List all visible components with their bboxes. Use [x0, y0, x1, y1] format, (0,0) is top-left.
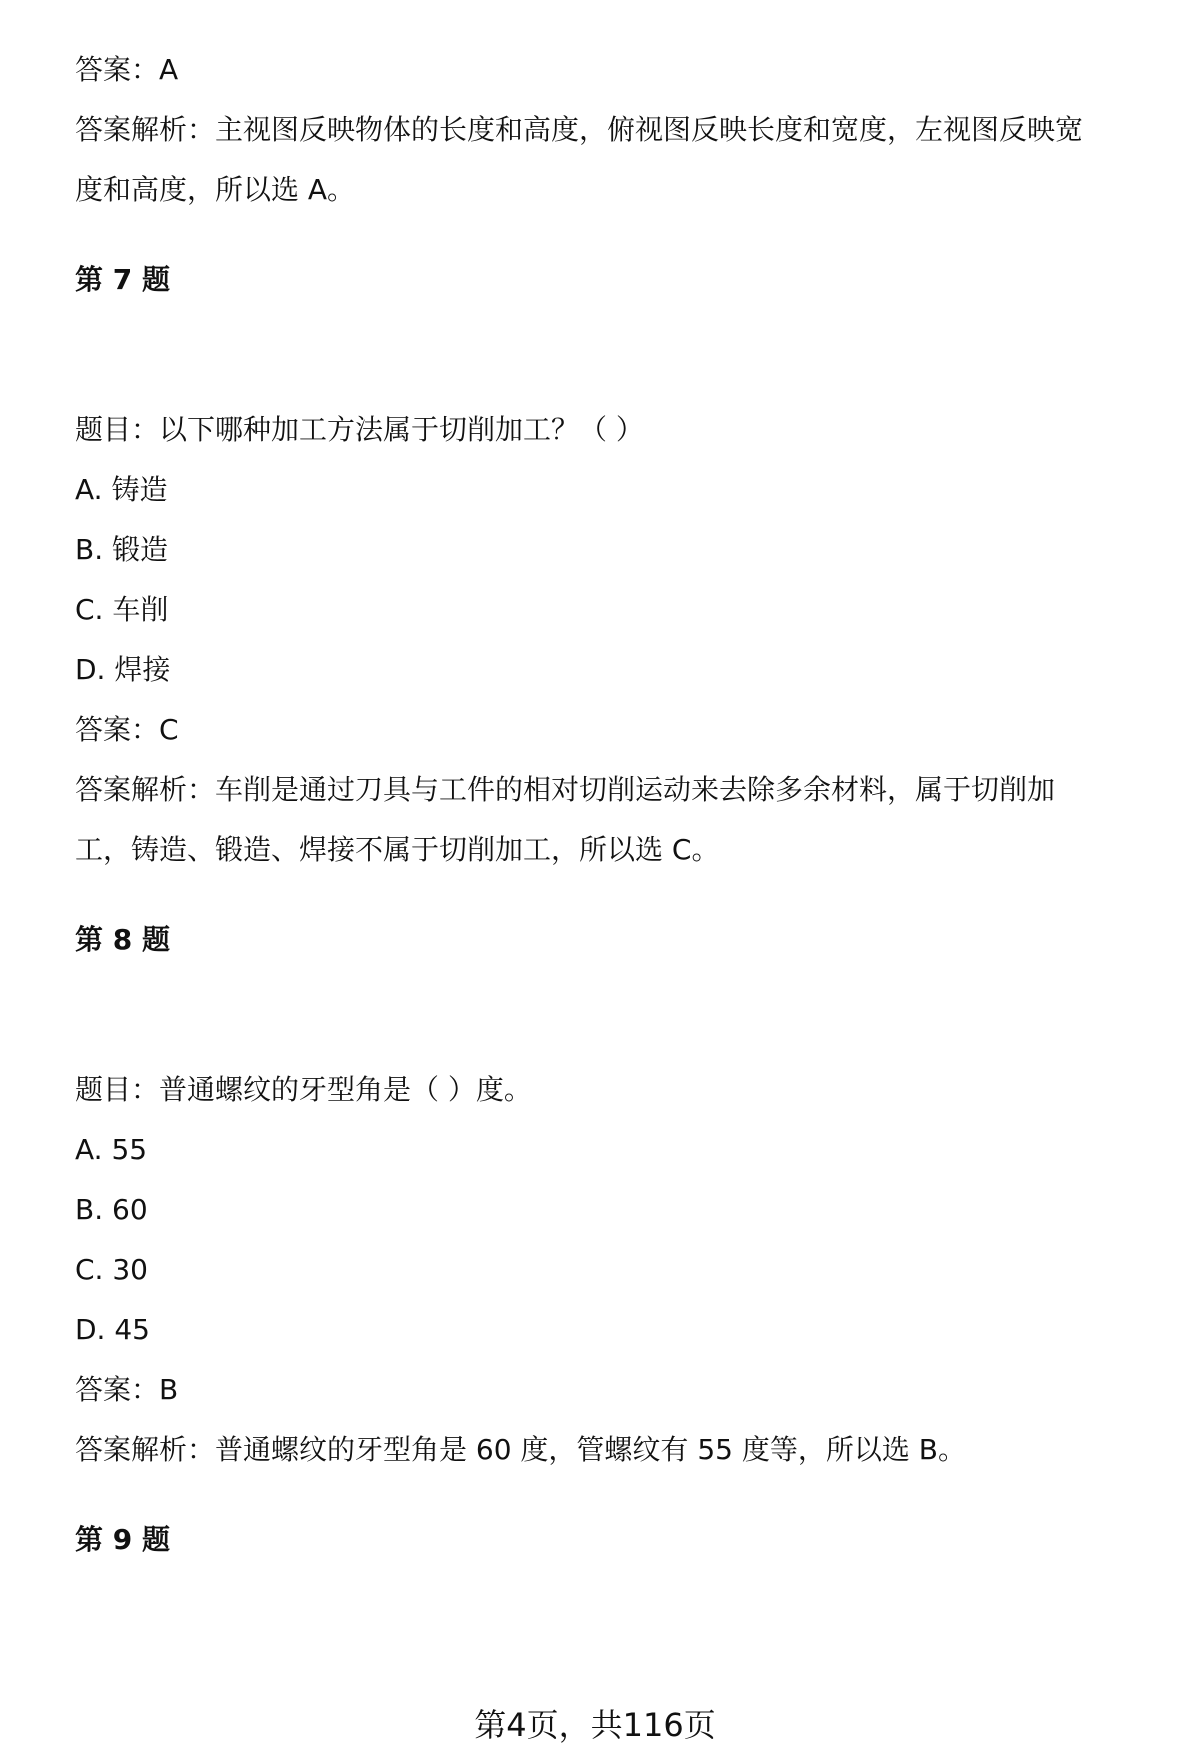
option-b: B. 60 — [75, 1193, 148, 1226]
question-heading: 第 7 题 — [75, 263, 170, 296]
analysis-line: 答案解析：车削是通过刀具与工件的相对切削运动来去除多余材料，属于切削加 — [75, 773, 1056, 806]
option-d: D. 焊接 — [75, 653, 171, 686]
answer-line: 答案：C — [75, 713, 179, 746]
option-c: C. 车削 — [75, 593, 169, 626]
option-a: A. 铸造 — [75, 473, 168, 506]
page-number: 第4页，共116页 — [474, 1706, 716, 1744]
option-d: D. 45 — [75, 1313, 150, 1346]
option-c: C. 30 — [75, 1253, 148, 1286]
question-heading: 第 9 题 — [75, 1523, 170, 1556]
question-text: 题目：普通螺纹的牙型角是（ ）度。 — [75, 1073, 532, 1106]
question-text: 题目：以下哪种加工方法属于切削加工？（ ） — [75, 413, 644, 446]
option-a: A. 55 — [75, 1133, 148, 1166]
answer-line: 答案：B — [75, 1373, 179, 1406]
option-b: B. 锻造 — [75, 533, 169, 566]
analysis-line: 答案解析：主视图反映物体的长度和高度，俯视图反映长度和宽度，左视图反映宽 — [75, 113, 1084, 146]
answer-line: 答案：A — [75, 53, 179, 86]
question-heading: 第 8 题 — [75, 923, 170, 956]
analysis-line: 答案解析：普通螺纹的牙型角是 60 度，管螺纹有 55 度等，所以选 B。 — [75, 1433, 966, 1466]
analysis-line: 工，铸造、锻造、焊接不属于切削加工，所以选 C。 — [75, 833, 720, 866]
analysis-line: 度和高度，所以选 A。 — [75, 173, 356, 206]
